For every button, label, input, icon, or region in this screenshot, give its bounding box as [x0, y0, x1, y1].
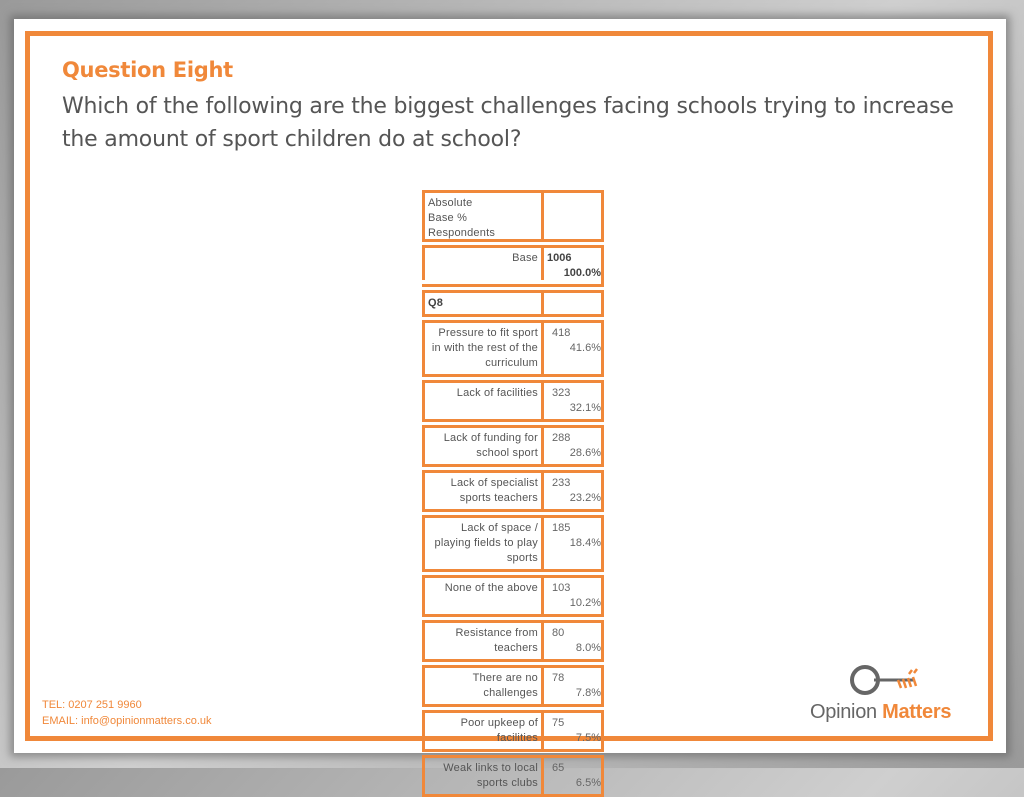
table-row	[422, 380, 604, 422]
table-header-cell	[422, 193, 544, 239]
header-line-respondents: Respondents	[428, 227, 496, 239]
row-label: Lack of facilities	[422, 383, 544, 419]
row-percent: 6.5%	[575, 777, 601, 789]
row-value	[544, 668, 604, 704]
table-row	[422, 515, 604, 572]
header-line-absolute: Absolute	[428, 197, 473, 209]
logo-wordmark	[810, 701, 951, 724]
row-count: 78	[552, 672, 565, 684]
contact-info	[42, 697, 212, 729]
row-percent: 8.0%	[575, 642, 601, 654]
row-percent: 23.2%	[569, 492, 601, 504]
table-row	[422, 620, 604, 662]
row-label: None of the above	[422, 578, 544, 614]
row-percent: 7.5%	[575, 732, 601, 744]
table-row	[422, 710, 604, 752]
row-label: Resistance from teachers	[422, 623, 544, 659]
row-value	[544, 758, 604, 794]
table-header-row	[422, 190, 604, 242]
base-label: Base	[422, 248, 544, 280]
table-row	[422, 755, 604, 797]
logo-word-opinion: Opinion	[810, 701, 877, 723]
row-count: 103	[552, 582, 571, 594]
row-value	[544, 578, 604, 614]
row-value	[544, 383, 604, 419]
row-label: Pressure to fit sport in with the rest of the curriculum	[422, 323, 544, 374]
contact-email: EMAIL: info@opinionmatters.co.uk	[42, 715, 212, 727]
section-row	[422, 290, 604, 317]
question-title: Question Eight	[62, 58, 233, 82]
row-value	[544, 623, 604, 659]
row-label: Weak links to local sports clubs	[422, 758, 544, 794]
row-count: 288	[552, 432, 571, 444]
section-empty	[544, 293, 604, 314]
base-percent: 100.0%	[563, 267, 601, 279]
row-value	[544, 473, 604, 509]
row-label: Poor upkeep of facilities	[422, 713, 544, 749]
logo-word-matters: Matters	[882, 701, 952, 723]
results-table	[422, 190, 604, 797]
contact-tel: TEL: 0207 251 9960	[42, 699, 142, 711]
table-row	[422, 320, 604, 377]
key-icon	[810, 658, 980, 700]
row-value	[544, 428, 604, 464]
base-count: 1006	[547, 252, 572, 264]
question-text: Which of the following are the biggest challenges facing schools trying to increase the amount of sport children do at school?	[62, 94, 954, 152]
row-percent: 28.6%	[569, 447, 601, 459]
row-percent: 18.4%	[569, 537, 601, 549]
row-count: 65	[552, 762, 565, 774]
row-count: 418	[552, 327, 571, 339]
row-count: 75	[552, 717, 565, 729]
data-rows	[422, 317, 604, 797]
table-row	[422, 470, 604, 512]
table-row	[422, 665, 604, 707]
row-label: Lack of funding for school sport	[422, 428, 544, 464]
row-count: 80	[552, 627, 565, 639]
base-value	[544, 248, 604, 284]
row-label: Lack of space / playing fields to play sports	[422, 518, 544, 569]
section-label: Q8	[422, 293, 544, 314]
row-count: 233	[552, 477, 571, 489]
row-value	[544, 323, 604, 374]
row-label: There are no challenges	[422, 668, 544, 704]
row-percent: 10.2%	[569, 597, 601, 609]
row-label: Lack of specialist sports teachers	[422, 473, 544, 509]
base-row	[422, 245, 604, 287]
table-row	[422, 425, 604, 467]
row-count: 185	[552, 522, 571, 534]
row-value	[544, 518, 604, 569]
header-line-base: Base %	[428, 212, 468, 224]
row-percent: 32.1%	[569, 402, 601, 414]
table-row	[422, 575, 604, 617]
opinion-matters-logo	[810, 658, 980, 728]
row-count: 323	[552, 387, 571, 399]
row-percent: 41.6%	[569, 342, 601, 354]
row-percent: 7.8%	[575, 687, 601, 699]
table-header-empty	[544, 193, 604, 239]
row-value	[544, 713, 604, 749]
